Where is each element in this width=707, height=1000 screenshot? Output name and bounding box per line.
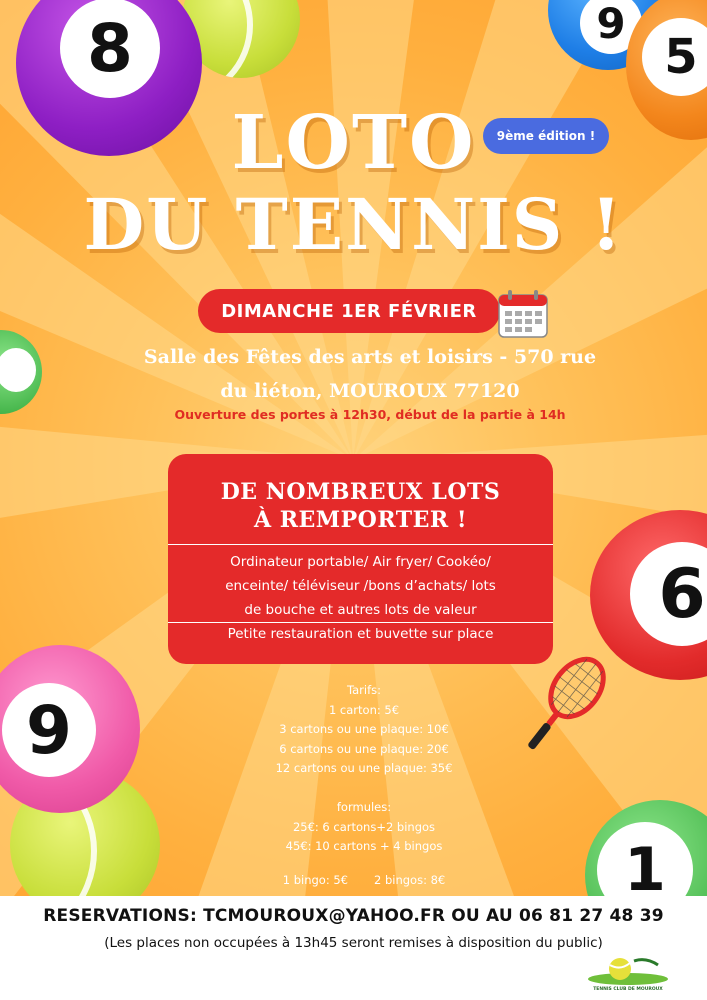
tennis-ball-logo-icon: [584, 955, 672, 989]
pricing-item: 3 cartons ou une plaque: 10€: [279, 722, 449, 736]
formules-label: formules:: [336, 800, 392, 814]
edition-badge: 9ème édition !: [483, 118, 609, 154]
logo-text: TENNIS CLUB DE MOUROUX: [593, 987, 663, 992]
venue-line-1: Salle des Fêtes des arts et loisirs - 570 rue: [143, 346, 597, 368]
prizes-heading-line-1: DE NOMBREUX LOTS: [220, 479, 501, 505]
divider: [168, 544, 553, 545]
prizes-heading: [168, 478, 553, 534]
tennis-racket-icon: [495, 650, 615, 760]
seating-note: (Les places non occupées à 13h45 seront remises à disposition du public): [104, 935, 603, 951]
date-pill: [198, 289, 500, 333]
pricing-label: Tarifs:: [346, 683, 381, 697]
tennis-club-logo: [584, 955, 672, 997]
prizes-list: [188, 550, 533, 622]
bingo-price-2: 2 bingos: 8€: [374, 873, 446, 887]
ball-number: 8: [87, 9, 133, 87]
prizes-line: enceinte/ téléviseur /bons d’achats/ lots: [225, 578, 496, 594]
pricing-item: 1 carton: 5€: [328, 702, 400, 717]
ball-number: 9: [596, 0, 626, 48]
doors-info: Ouverture des portes à 12h30, début de la partie à 14h: [174, 407, 566, 422]
food-info: Petite restauration et buvette sur place: [227, 626, 494, 642]
spacer: [248, 779, 480, 799]
ball-number: 5: [664, 29, 698, 85]
title-line-2: DU TENNIS !: [83, 183, 624, 266]
formule-item: 45€: 10 cartons + 4 bingos: [285, 839, 443, 853]
pricing-list: [248, 681, 480, 857]
prizes-line: de bouche et autres lots de valeur: [244, 602, 477, 618]
reservation-contact: RESERVATIONS: TCMOUROUX@YAHOO.FR OU AU 06 81 27 48 39: [43, 906, 664, 926]
prizes-heading-line-2: À REMPORTER !: [254, 507, 467, 533]
venue-address: [80, 340, 660, 408]
title-line-1: LOTO: [231, 100, 476, 186]
venue-line-2: du liéton, MOUROUX 77120: [220, 380, 520, 402]
bingo-prices: [258, 873, 470, 887]
pricing-item: 12 cartons ou une plaque: 35€: [275, 761, 453, 775]
calendar-icon: [496, 288, 552, 340]
prizes-box: [168, 454, 553, 664]
bingo-price-1: 1 bingo: 5€: [282, 873, 348, 887]
ball-number: 9: [26, 691, 72, 769]
event-date: DIMANCHE 1ER FÉVRIER: [221, 300, 477, 322]
pricing-item: 6 cartons ou une plaque: 20€: [279, 741, 449, 756]
prizes-line: Ordinateur portable/ Air fryer/ Cookéo/: [230, 554, 491, 570]
ball-number: 6: [658, 554, 706, 634]
divider: [168, 622, 553, 623]
ball-number: 1: [624, 835, 666, 896]
formule-item: 25€: 6 cartons+2 bingos: [292, 819, 436, 834]
